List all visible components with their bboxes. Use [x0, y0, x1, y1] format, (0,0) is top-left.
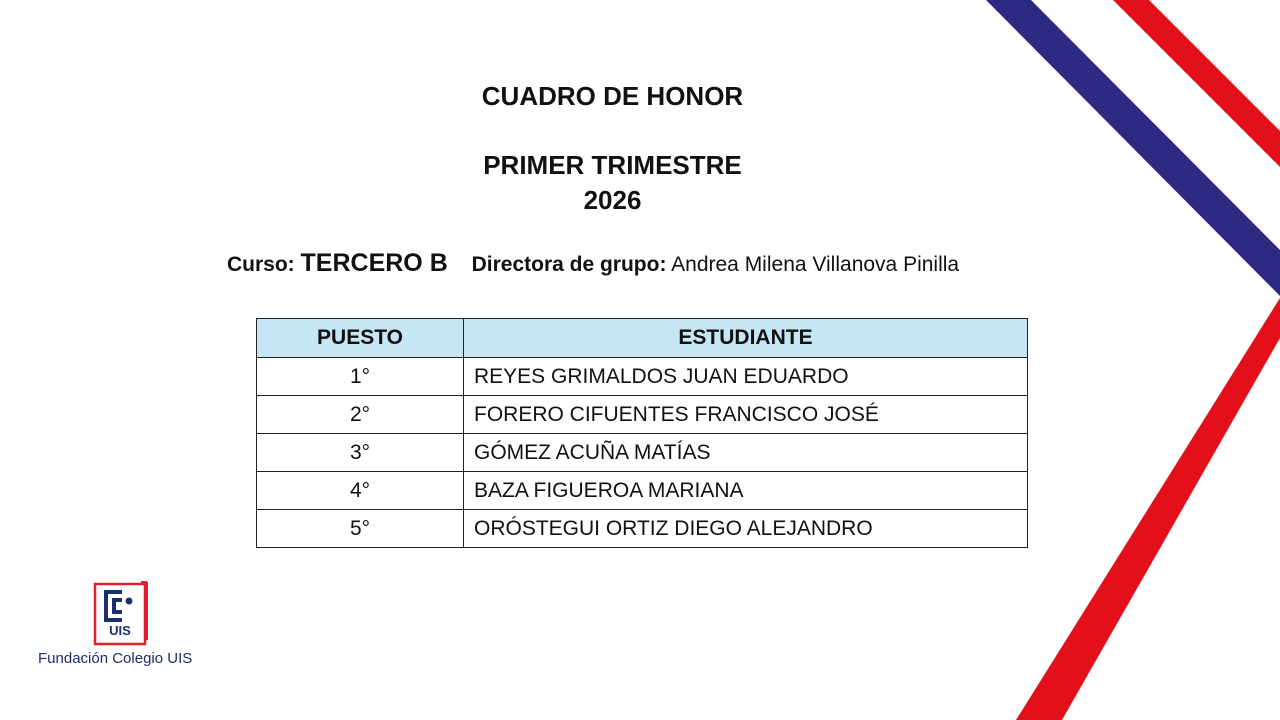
table-row — [257, 434, 1028, 472]
table-row — [257, 510, 1028, 548]
place-cell: 4° — [257, 472, 464, 510]
table-row — [257, 472, 1028, 510]
institution-name: Fundación Colegio UIS — [38, 650, 193, 667]
student-cell: BAZA FIGUEROA MARIANA — [464, 472, 1028, 510]
course-info — [227, 248, 959, 280]
place-cell: 5° — [257, 510, 464, 548]
table-row — [257, 358, 1028, 396]
student-cell: FORERO CIFUENTES FRANCISCO JOSÉ — [464, 396, 1028, 434]
year-title: 2026 — [583, 185, 642, 215]
column-header-place: PUESTO — [257, 319, 464, 358]
director-label: Directora de grupo: — [471, 253, 667, 276]
logo-text: UIS — [109, 623, 131, 638]
period-title: PRIMER TRIMESTRE — [483, 150, 742, 180]
table-row — [257, 396, 1028, 434]
place-cell: 3° — [257, 434, 464, 472]
student-cell: ORÓSTEGUI ORTIZ DIEGO ALEJANDRO — [464, 510, 1028, 548]
red-stripe-bottom — [1016, 298, 1280, 720]
page-title: CUADRO DE HONOR — [481, 81, 744, 111]
student-cell: GÓMEZ ACUÑA MATÍAS — [464, 434, 1028, 472]
table-header-row — [257, 319, 1028, 358]
student-cell: REYES GRIMALDOS JUAN EDUARDO — [464, 358, 1028, 396]
director-value: Andrea Milena Villanova Pinilla — [671, 253, 960, 276]
course-value: TERCERO B — [300, 249, 448, 277]
place-cell: 1° — [257, 358, 464, 396]
place-cell: 2° — [257, 396, 464, 434]
blue-stripe — [986, 0, 1280, 296]
column-header-student: ESTUDIANTE — [464, 319, 1028, 358]
course-label: Curso: — [227, 253, 295, 276]
school-logo — [92, 580, 148, 646]
honor-roll-table — [256, 318, 1028, 548]
